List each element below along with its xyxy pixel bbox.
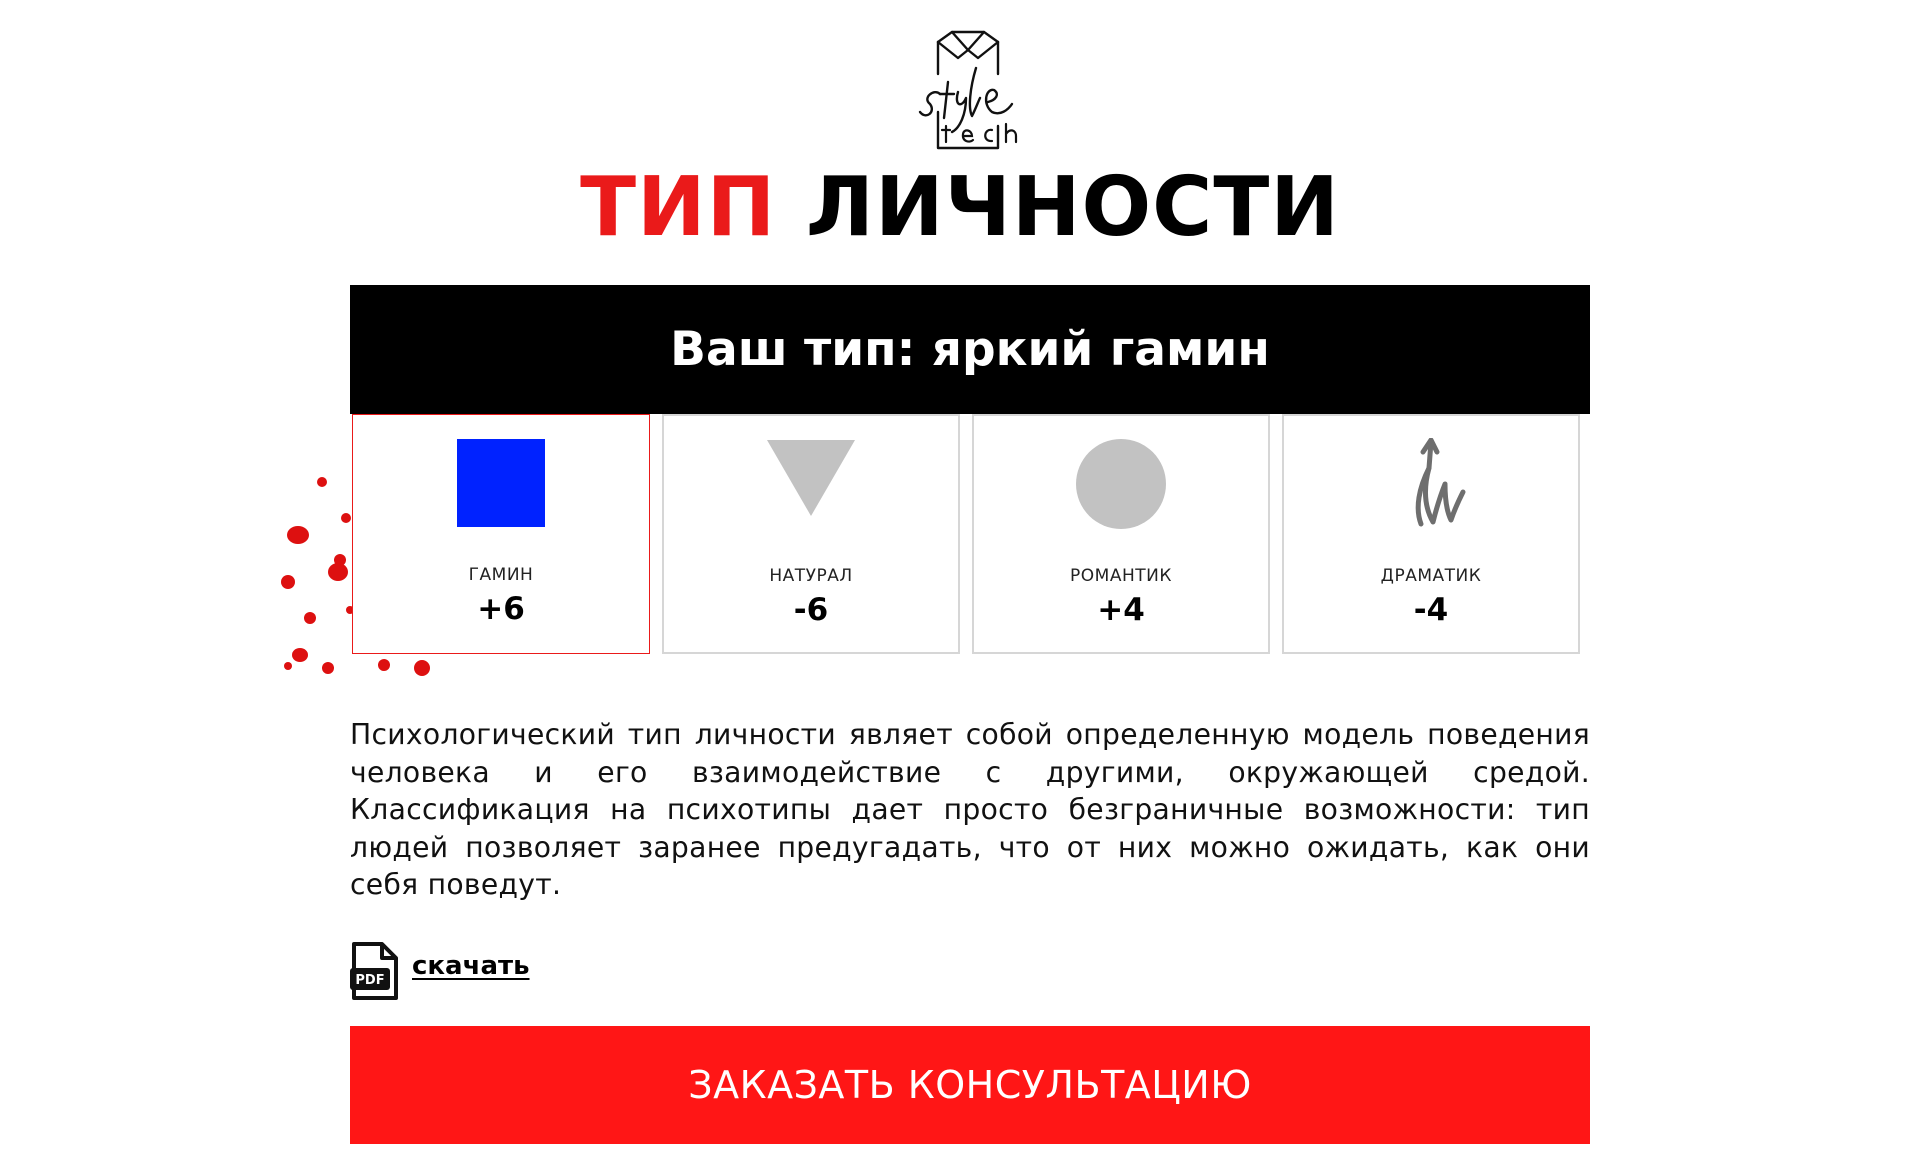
- order-consultation-button[interactable]: ЗАКАЗАТЬ КОНСУЛЬТАЦИЮ: [350, 1026, 1590, 1144]
- zigzag-arrow-icon: [1385, 438, 1477, 530]
- result-banner: Ваш тип: яркий гамин: [350, 285, 1590, 414]
- type-card-natural[interactable]: [662, 414, 960, 654]
- style-tech-logo: [908, 28, 1028, 154]
- type-score: -4: [1413, 592, 1449, 628]
- grey-triangle-icon: [765, 438, 857, 530]
- grey-circle-icon: [1075, 438, 1167, 530]
- pdf-icon-text: PDF: [355, 973, 385, 988]
- download-label: скачать: [412, 951, 530, 981]
- pdf-file-icon: [350, 940, 400, 1002]
- type-card-dramatic[interactable]: [1282, 414, 1580, 654]
- type-card-romantic[interactable]: [972, 414, 1270, 654]
- page-title: [0, 158, 1920, 258]
- blue-square-icon: [455, 437, 547, 529]
- type-score: +4: [1097, 592, 1145, 628]
- download-pdf-link[interactable]: [350, 940, 530, 1002]
- type-label: ДРАМАТИК: [1380, 566, 1482, 586]
- type-label: НАТУРАЛ: [769, 566, 853, 586]
- personality-type-cards: [352, 414, 1592, 658]
- title-main: ЛИЧНОСТИ: [805, 160, 1340, 255]
- logo-shirt-icon: [908, 28, 1028, 154]
- type-label: ГАМИН: [468, 565, 534, 585]
- title-highlight: ТИП: [580, 160, 777, 255]
- type-label: РОМАНТИК: [1070, 566, 1172, 586]
- type-score: +6: [477, 591, 525, 627]
- type-card-gamin[interactable]: [352, 414, 650, 654]
- type-score: -6: [793, 592, 829, 628]
- description-text: Психологический тип личности являет собой определенную модель поведения человека и его взаимодействие с другими, окружающей средой. Классификация на психотипы дает просто безграничные возможности: тип людей позволяет заранее предугадать, что от них можно ожидать, как они себя поведут.: [350, 718, 1590, 901]
